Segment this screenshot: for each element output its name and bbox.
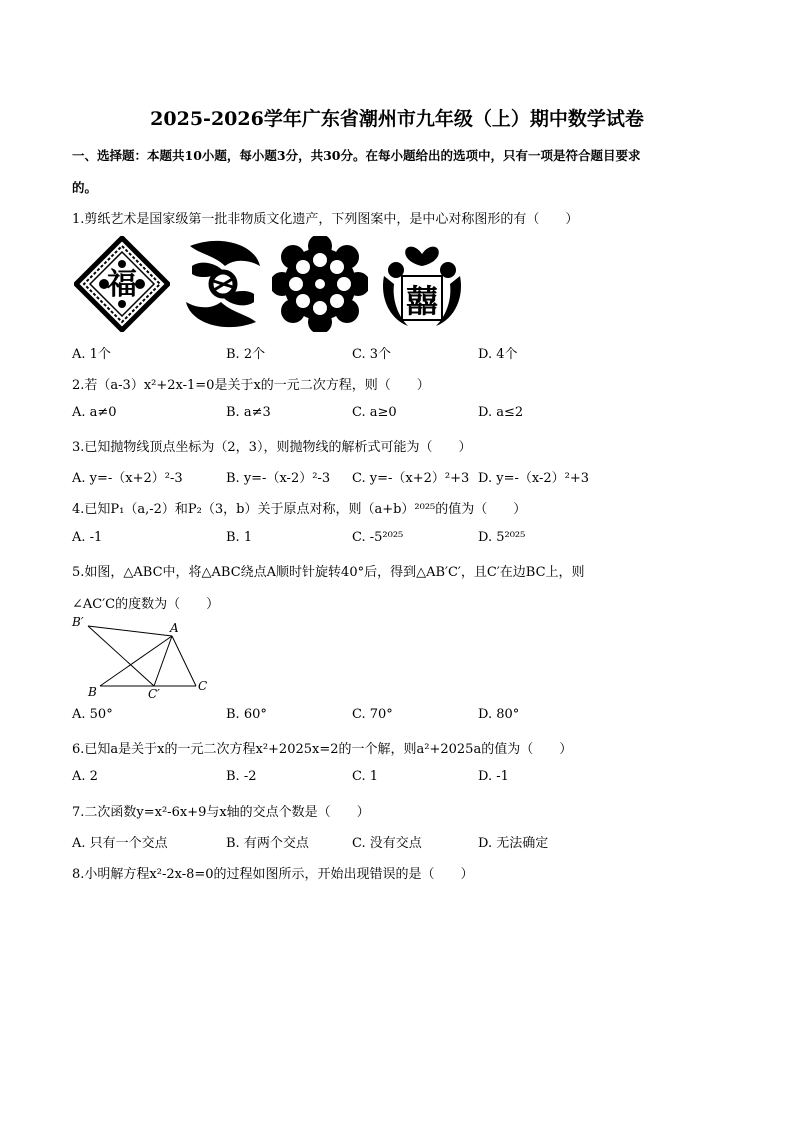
papercut-xi-character: 囍 xyxy=(405,282,439,320)
question-6-option-d: D. -1 xyxy=(478,769,509,784)
papercut-fu-diamond-image xyxy=(74,236,170,332)
question-5-option-a: A. 50° xyxy=(72,707,113,722)
section-instructions-line2: 的。 xyxy=(72,180,98,195)
question-7-stem: 7.二次函数y=x²-6x+9与x轴的交点个数是（ ） xyxy=(72,805,370,820)
label-b-prime: B′ xyxy=(72,615,84,629)
question-1-option-b: B. 2个 xyxy=(226,347,266,362)
question-5-stem: 5.如图，△ABC中，将△ABC绕点A顺时针旋转40°后，得到△AB′C′，且C′在边BC上，则 xyxy=(72,565,585,580)
question-5-option-c: C. 70° xyxy=(352,707,393,722)
question-6-option-a: A. 2 xyxy=(72,769,98,784)
question-3-stem: 3.已知抛物线顶点坐标为（2，3），则抛物线的解析式可能为（ ） xyxy=(72,440,472,455)
question-6-stem: 6.已知a是关于x的一元二次方程x²+2025x=2的一个解，则a²+2025a的值为（ ） xyxy=(72,742,573,757)
label-a: A xyxy=(170,621,179,635)
question-3-option-d: D. y=-（x-2）²+3 xyxy=(478,471,589,486)
question-5-option-d: D. 80° xyxy=(478,707,520,722)
question-3-option-c: C. y=-（x+2）²+3 xyxy=(352,471,470,486)
question-4-option-c: C. -5²⁰²⁵ xyxy=(352,530,404,545)
question-3-option-a: A. y=-（x+2）²-3 xyxy=(72,471,183,486)
question-2-option-c: C. a≥0 xyxy=(352,405,397,420)
papercut-fu-character: 福 xyxy=(107,267,137,302)
question-2-option-b: B. a≠3 xyxy=(226,405,271,420)
question-4-option-d: D. 5²⁰²⁵ xyxy=(478,530,526,545)
question-7-option-d: D. 无法确定 xyxy=(478,836,549,851)
question-1-option-d: D. 4个 xyxy=(478,347,518,362)
question-4-option-b: B. 1 xyxy=(226,530,253,545)
question-6-option-b: B. -2 xyxy=(226,769,257,784)
question-3-option-b: B. y=-（x-2）²-3 xyxy=(226,471,331,486)
label-c: C xyxy=(198,679,208,693)
question-1-stem: 1.剪纸艺术是国家级第一批非物质文化遗产，下列图案中，是中心对称图形的有（ ） xyxy=(72,212,579,227)
question-2-option-d: D. a≤2 xyxy=(478,405,524,420)
question-5-stem-line2: ∠AC′C的度数为（ ） xyxy=(72,597,220,612)
question-1-option-a: A. 1个 xyxy=(72,347,111,362)
label-b: B xyxy=(88,685,97,699)
papercut-fish-image xyxy=(180,236,266,332)
papercut-flower-image xyxy=(272,236,368,332)
question-7-option-a: A. 只有一个交点 xyxy=(72,836,168,851)
question-4-option-a: A. -1 xyxy=(72,530,103,545)
question-5-triangle-figure xyxy=(70,614,216,702)
section-instructions-line1: 一、选择题：本题共10小题，每小题3分，共30分。在每小题给出的选项中，只有一项是符合题目要求 xyxy=(72,148,641,163)
question-1-option-c: C. 3个 xyxy=(352,347,392,362)
question-6-option-c: C. 1 xyxy=(352,769,379,784)
question-4-stem: 4.已知P₁（a,-2）和P₂（3，b）关于原点对称，则（a+b）²⁰²⁵的值为（ ） xyxy=(72,502,527,517)
question-8-stem: 8.小明解方程x²-2x-8=0的过程如图所示，开始出现错误的是（ ） xyxy=(72,867,474,882)
papercut-xi-image xyxy=(374,236,470,332)
question-7-option-b: B. 有两个交点 xyxy=(226,836,309,851)
question-2-stem: 2.若（a-3）x²+2x-1=0是关于x的一元二次方程，则（ ） xyxy=(72,378,430,393)
question-7-option-c: C. 没有交点 xyxy=(352,836,422,851)
question-2-option-a: A. a≠0 xyxy=(72,405,117,420)
page-title: 2025-2026学年广东省潮州市九年级（上）期中数学试卷 xyxy=(150,108,644,130)
label-c-prime: C′ xyxy=(148,687,160,701)
question-5-option-b: B. 60° xyxy=(226,707,267,722)
